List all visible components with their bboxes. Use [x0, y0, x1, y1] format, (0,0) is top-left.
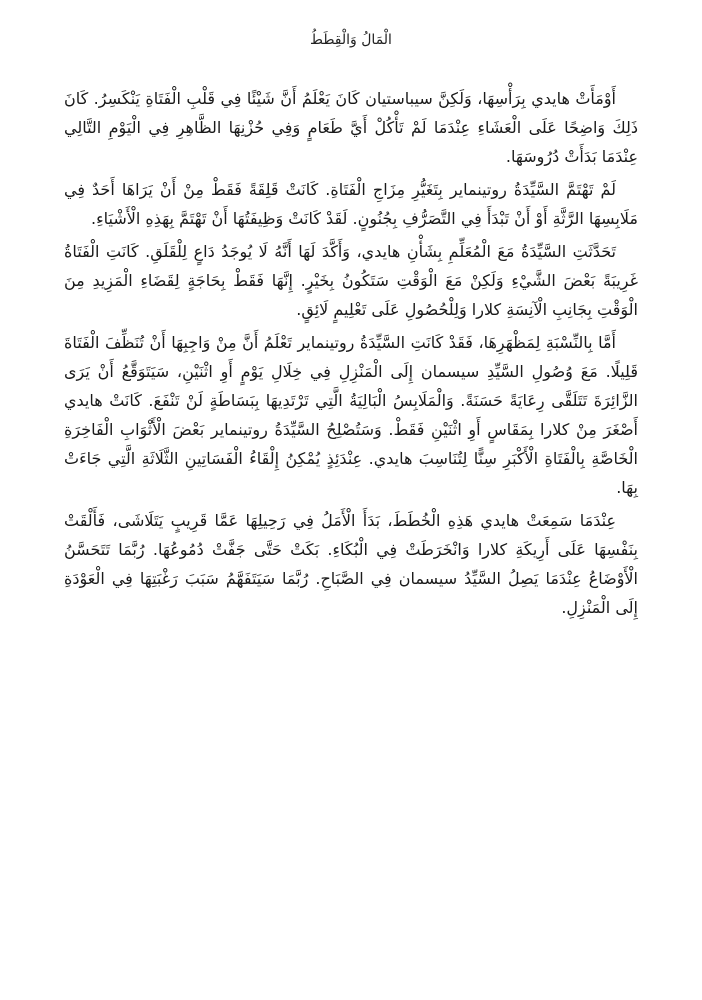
body-text	[64, 84, 638, 626]
paragraph-1: أَوْمَأَتْ هايدي بِرَأْسِهَا، وَلَكِنَّ سيباستيان كَانَ يَعْلَمُ أَنَّ شَيْئًا فِي قَلْبِ الْفَتَاةِ يَنْكَسِرُ. كَانَ ذَلِكَ وَاضِحًا عَلَى الْعَشَاءِ عِنْدَمَا لَمْ تَأْكُلْ أَيَّ طَعَامٍ وَفِي حُزْنِهَا الظَّاهِرِ فِي الْيَوْمِ التَّالِي عِنْدَمَا بَدَأَتْ دُرُوسَهَا.	[64, 89, 638, 166]
paragraph-5: عِنْدَمَا سَمِعَتْ هايدي هَذِهِ الْخُطَطَ، بَدَأَ الْأَمَلُ فِي رَحِيلِهَا عَمَّا قَرِيبٍ يَتَلَاشَى، فَأَلْقَتْ بِنَفْسِهَا عَلَى أَرِيكَةِ كلارا وَانْخَرَطَتْ فِي الْبُكَاءِ. بَكَتْ حَتَّى جَفَّتْ دُمُوعُهَا. رُبَّمَا تَتَحَسَّنُ الْأَوْضَاعُ عِنْدَمَا يَصِلُ السَّيِّدُ سيسمان فِي الصَّبَاحِ. رُبَّمَا سَيَتَفَهَّمُ سَبَبَ رَغْبَتِهَا فِي الْعَوْدَةِ إِلَى الْمَنْزِلِ.	[64, 511, 638, 617]
paragraph-3: تَحَدَّثَتِ السَّيِّدَةُ مَعَ الْمُعَلِّمِ بِشَأْنِ هايدي، وَأَكَّدَ لَهَا أَنَّهُ لَا يُوجَدُ دَاعٍ لِلْقَلَقِ. كَانَتِ الْفَتَاةُ غَرِيبَةً بَعْضَ الشَّيْءِ وَلَكِنْ مَعَ الْوَقْتِ سَتَكُونُ بِخَيْرٍ. إِنَّهَا فَقَطْ بِحَاجَةٍ لِقَضَاءِ الْمَزِيدِ مِنَ الْوَقْتِ بِجَانِبِ الْآنِسَةِ كلارا وَلِلْحُصُولِ عَلَى تَعْلِيمٍ لَائِقٍ.	[64, 242, 638, 319]
paragraph-4: أَمَّا بِالنِّسْبَةِ لِمَظْهَرِهَا، فَقَدْ كَانَتِ السَّيِّدَةُ روتينماير تَعْلَمُ أَنَّ مِنْ وَاجِبِهَا أَنْ تُنَظِّفَ الْفَتَاةَ قَلِيلًا. مَعَ وُصُولِ السَّيِّدِ سيسمان إِلَى الْمَنْزِلِ فِي خِلَالِ يَوْمٍ أَوِ اثْنَيْنِ، سَيَتَوَقَّعُ أَنْ يَرَى الزَّائِرَةَ تَتَلَقَّى رِعَايَةً حَسَنَةً. وَالْمَلَابِسُ الْبَالِيَةُ الَّتِي تَرْتَدِيهَا بِبَسَاطَةٍ لَنْ تَنْفَعَ. كَانَتْ هايدي أَصْغَرَ مِنْ كلارا بِمَقَاسٍ أَوِ اثْنَيْنِ فَقَطْ. وَسَتُصْلِحُ السَّيِّدَةُ روتينماير بَعْضَ الْأَثْوَابِ الْفَاخِرَةِ الْخَاصَّةِ بِالْفَتَاةِ الْأَكْبَرِ سِنًّا لِتُنَاسِبَ هايدي. عِنْدَئِذٍ يُمْكِنُ إِلْقَاءُ الْفَسَاتِينِ الثَّلَاثَةِ الَّتِي جَاءَتْ بِهَا.	[64, 333, 638, 497]
paragraph-2: لَمْ تَهْتَمَّ السَّيِّدَةُ روتينماير بِتَغَيُّرِ مِزَاجِ الْفَتَاةِ. كَانَتْ قَلِقَةً فَقَطْ مِنْ أَنْ يَرَاهَا أَحَدٌ فِي مَلَابِسِهَا الرَّثَّةِ أَوْ أَنْ تَبْدَأَ فِي التَّصَرُّفِ بِجُنُونٍ. لَقَدْ كَانَتْ وَظِيفَتُهَا أَنْ تَهْتَمَّ بِهَذِهِ الْأَشْيَاءِ.	[64, 180, 638, 228]
running-header-title: الْمَالُ وَالْقِطَطُ	[310, 32, 392, 48]
